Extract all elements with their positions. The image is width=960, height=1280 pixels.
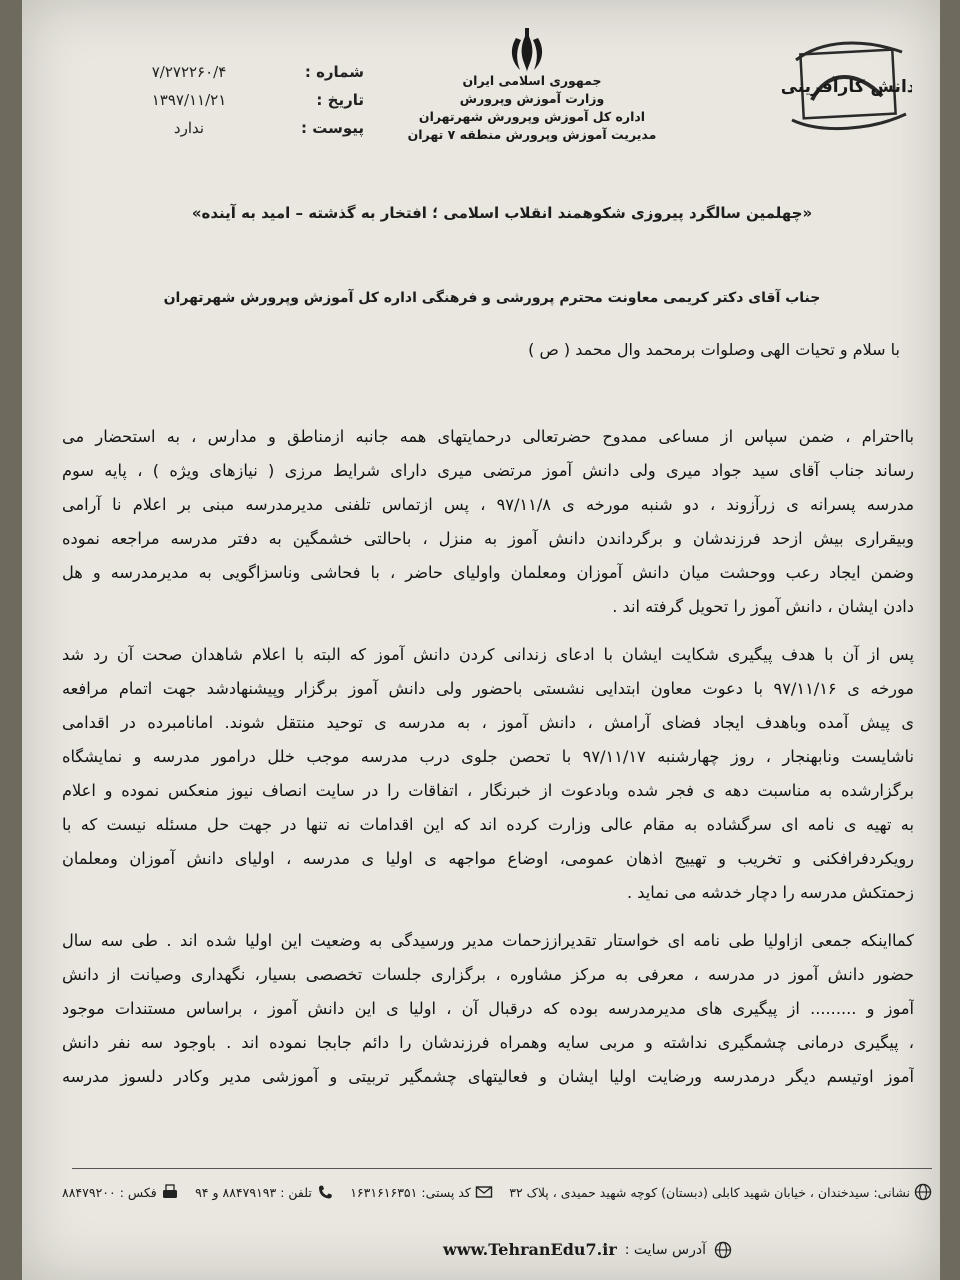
footer-postal [350,1183,493,1201]
meta-number-value: ۷/۲۷۲۲۶۰/۴ [151,63,227,81]
phone-number: ۸۸۴۷۹۱۹۳ و ۹۴ [195,1184,277,1200]
body-line: مورخه ی ۹۷/۱۱/۱۶ با دعوت معاون ابتدایی نشستی باحضور ولی دانش آموز برگزار وپیشنهادشد جهت اتمام مرافعه [62,679,914,698]
meta-date-label: تاریخ : [316,91,364,109]
body-line: ، پیگیری درمانی چشمگیری نداشته و مربی سایه وهمراه فرزندشان را دائم جابجا نموده اند . باوجود سه نفر دانش [62,1033,914,1052]
meta-attachment-row [94,114,364,142]
meta-date-row [94,86,364,114]
body-line: ی پیش آمده وباهدف ایجاد فضای آرامش ، دانش آموز ، به مدرسه ی توحید منتقل شوند. امانامبرده در اقدامی [62,713,914,732]
body-line: برگزارشده به مناسبت دهه ی فجر شده وبادعوت از خبرنگار ، اتفاقات را در سایت انصاف نیوز منعکس نموده و اعلام [62,781,914,800]
footer-phone [195,1183,334,1201]
body-line: دادن ایشان ، دانش آموز را تحویل گرفته اند . [612,597,914,616]
footer-fax [62,1183,179,1201]
header-general-office: اداره کل آموزش وپرورش شهرتهران [418,109,646,124]
body-line: ناشایست ونابهنجار ، روز چهارشنبه ۹۷/۱۱/۱۷ با تحصن جلوی درب مدرسه موجب خلل درامور مدرسه و نمایشگاه [62,747,914,766]
calligraphy-logo [782,30,912,138]
globe-icon [714,1241,732,1259]
footer-website [392,1240,732,1259]
iran-emblem-icon [492,28,562,78]
body-line: وبیقراری بیش ازحد فرزندشان و برگرداندن دانش آموز به منزل ، باحالتی خشمگین به دفتر مدرسه مراجعه نموده [62,529,914,548]
meta-date-value: ۱۳۹۷/۱۱/۲۱ [151,91,227,109]
website-label: آدرس سایت : [624,1241,706,1258]
body-line: بااحترام ، ضمن سپاس از مساعی ممدوح حضرتعالی درحمایتهای همه جانبه ازمناطق و مدارس ، به استحضار می [62,427,914,446]
meta-number-label: شماره : [304,63,364,81]
body-line: آموز اوتیسم دیگر درمدرسه ورضایت اولیا ایشان و فعالیتهای چشمگیر تربیتی و آموزشی مدیر وکادر دلسوز مدرسه [62,1067,914,1086]
letter-page [22,0,940,1280]
globe-icon [914,1183,932,1201]
address-text: سیدخندان ، خیابان شهید کابلی (دبستان) کوچه شهید حمیدی ، پلاک ۳۲ [509,1184,870,1200]
body-line: حضور دانش آموز در مدرسه ، معرفی به مرکز مشاوره ، برگزاری جلسات تخصصی بسیار، نگهداری وصیانت از دانش [62,965,914,984]
website-link[interactable]: www.TehranEdu7.ir [442,1240,617,1259]
slogan: «چهلمین سالگرد پیروزی شکوهمند انقلاب اسلامی ؛ افتخار به گذشته – امید به آینده» [191,204,813,222]
letter-body [62,420,914,1108]
header-district: مدیریت آموزش وپرورش منطقه ۷ تهران [407,127,657,142]
logo-text: دانش کارآفرینی [782,77,912,97]
body-line: مدرسه پسرانه ی زرآزوند ، دو شنبه مورخه ی ۹۷/۱۱/۸ ، پس ازتماس تلفنی مدیرمدرسه مبنی بر اعلام نا آرامی [62,495,914,514]
fax-label: فکس : [119,1184,157,1200]
postal-label: کد پستی: [421,1184,471,1200]
fax-icon [161,1183,179,1201]
body-line: کمااینکه جمعی ازاولیا طی نامه ای خواستار تقدیراززحمات مدیر ورسیدگی به وضعیت این اولیا شده اند . طی سه سال [62,931,914,950]
body-line: وضمن ایجاد رعب ووحشت میان دانش آموزان ومعلمان واولیای حاضر ، با فحاشی وناسزاگویی به مدیرمدرسه و هل [62,563,914,582]
footer-contact [62,1183,932,1201]
fax-number: ۸۸۴۷۹۲۰۰ [62,1184,116,1200]
header-country: جمهوری اسلامی ایران [462,73,602,88]
letter-meta [94,58,364,142]
body-line: رویکردفرافکنی و تخریب و تهییج اذهان عمومی، اوضاع مواجهه ی اولیا ی مدرسه ، اولیای دانش آموزان ومعلمان [62,849,914,868]
body-line: به تهیه ی نامه ای سرگشاده به مقام عالی وزارت کرده اند که این اقدامات نه تنها در جهت حل مسئله نیست که با [62,815,914,834]
greeting: با سلام و تحیات الهی وصلوات برمحمد وال محمد ( ص ) [528,340,900,359]
body-line: زحمتکش مدرسه را دچار خدشه می نماید . [626,883,914,902]
body-line: آموز و ......... از پیگیری های مدیرمدرسه بوده که درقبال آن ، اولیا ی این دانش آموز ، براساس مستندات موجود [62,999,914,1018]
meta-number-row [94,58,364,86]
footer-divider [72,1168,932,1169]
header-ministry: وزارت آموزش وپرورش [459,91,605,106]
body-paragraph-1 [62,420,914,624]
letterhead [382,72,682,144]
envelope-icon [475,1183,493,1201]
addressee: جناب آقای دکتر کریمی معاونت محترم پرورشی و فرهنگی اداره کل آموزش وپرورش شهرتهران [163,290,821,306]
meta-attachment-label: پیوست : [300,119,364,137]
footer-address [509,1183,932,1201]
meta-attachment-value: ندارد [173,119,205,137]
body-paragraph-3 [62,924,914,1094]
body-paragraph-2 [62,638,914,910]
postal-code: ۱۶۳۱۶۱۶۳۵۱ [350,1184,418,1200]
address-label: نشانی: [873,1184,910,1200]
phone-icon [316,1183,334,1201]
body-line: پس از آن با هدف پیگیری شکایت ایشان با ادعای زندانی کردن دانش آموز که البته با اعلام شاهدان صحت آن رد شد [62,645,914,664]
phone-label: تلفن : [280,1184,312,1200]
body-line: رساند جناب آقای سید جواد میری ولی دانش آموز مرتضی میری دارای شرایط مرزی ( نیازهای ویژه ) ، پایه سوم [62,461,914,480]
